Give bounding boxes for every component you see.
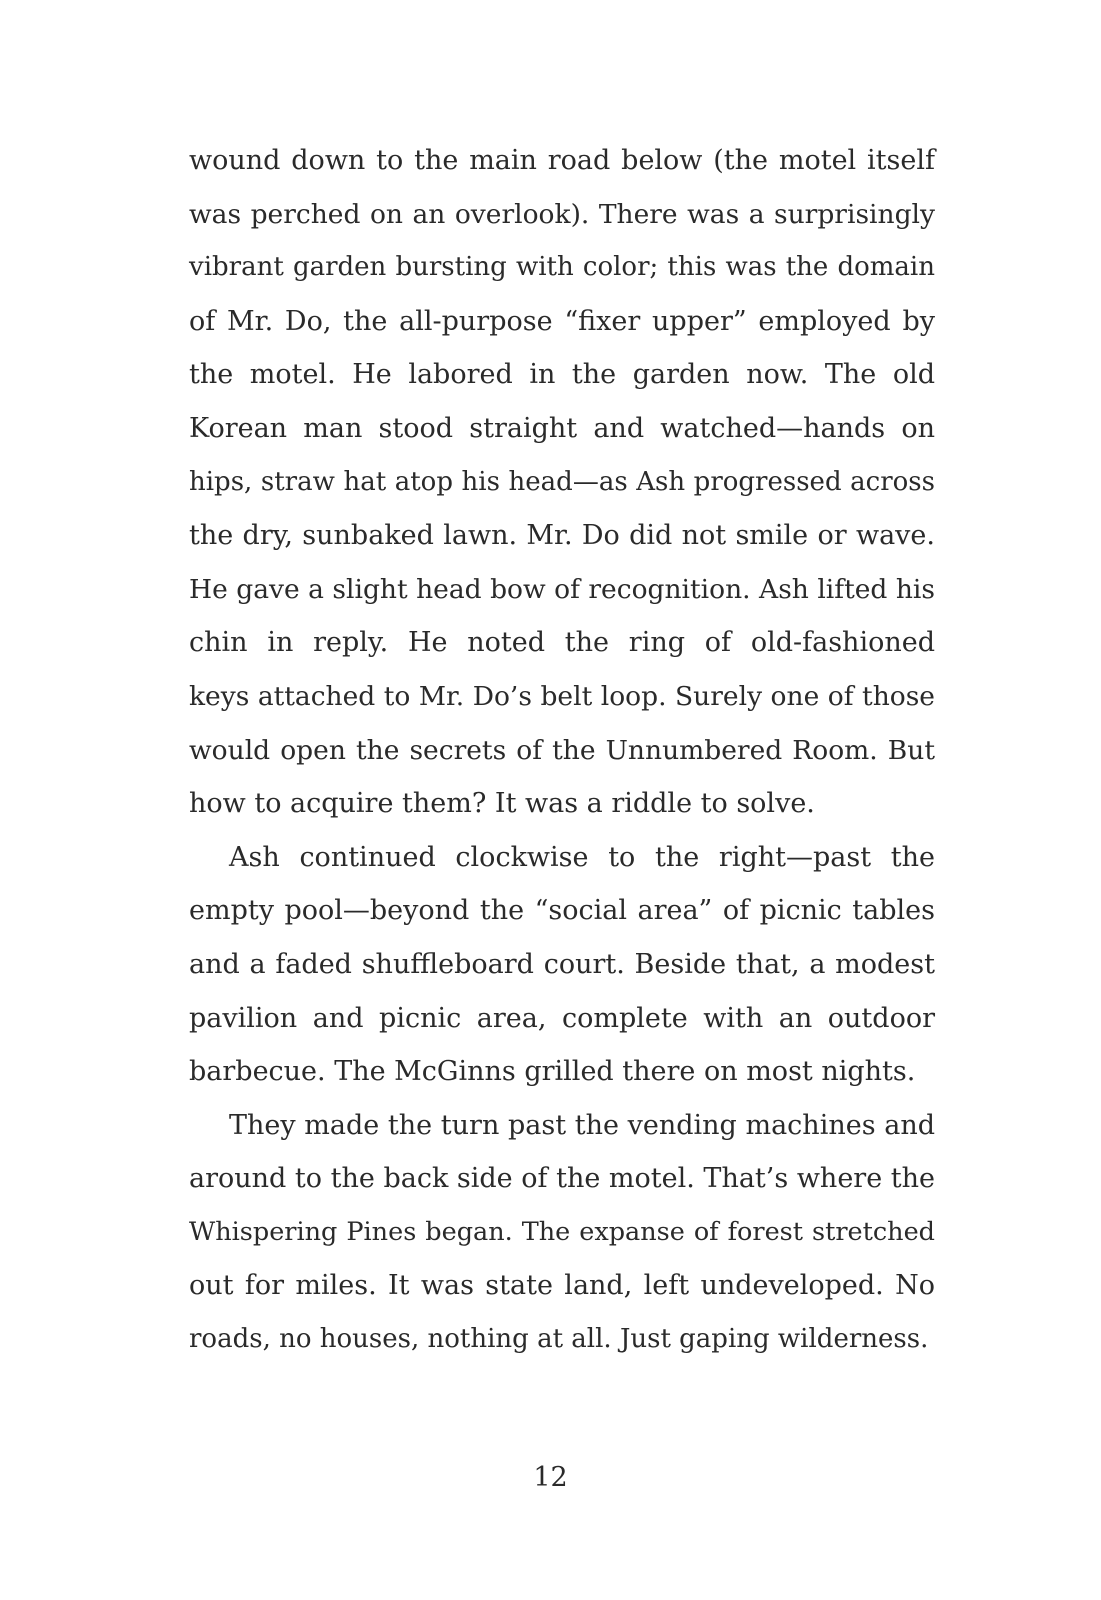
- text-line: wound down to the main road below (the motel itself: [189, 145, 935, 176]
- text-line: around to the back side of the motel. That’s where the: [189, 1163, 935, 1195]
- text-line: Korean man stood straight and watched—hands on: [189, 412, 935, 444]
- text-line: vibrant garden bursting with color; this was the domain: [189, 252, 935, 283]
- text-line: of Mr. Do, the all-purpose “fixer upper” employed by: [189, 305, 935, 337]
- text-line: and a faded shuffleboard court. Beside that, a modest: [189, 948, 935, 980]
- text-line: empty pool—beyond the “social area” of picnic tables: [189, 895, 935, 927]
- text-line: out for miles. It was state land, left undeveloped. No: [189, 1270, 935, 1302]
- body-text: [189, 134, 935, 1367]
- text-line: Ash continued clockwise to the right—past the: [229, 841, 935, 873]
- paragraph-3: [189, 1099, 935, 1367]
- text-line: They made the turn past the vending machines and: [229, 1109, 935, 1141]
- text-line: keys attached to Mr. Do’s belt loop. Surely one of those: [189, 680, 935, 712]
- page-number: 12: [533, 1462, 568, 1493]
- text-line: barbecue. The McGinns grilled there on most nights.: [189, 1056, 916, 1088]
- text-line: He gave a slight head bow of recognition. Ash lifted his: [189, 573, 935, 605]
- text-line: the motel. He labored in the garden now. The old: [189, 359, 935, 391]
- text-line: Whispering Pines began. The expanse of forest stretched: [189, 1216, 935, 1247]
- text-line: chin in reply. He noted the ring of old-fashioned: [189, 627, 935, 659]
- text-line: roads, no houses, nothing at all. Just gaping wilderness.: [189, 1324, 929, 1355]
- text-line: was perched on an overlook). There was a surprisingly: [189, 198, 935, 230]
- text-line: would open the secrets of the Unnumbered Room. But: [189, 734, 935, 766]
- text-line: the dry, sunbaked lawn. Mr. Do did not smile or wave.: [189, 520, 935, 552]
- text-line: how to acquire them? It was a riddle to solve.: [189, 788, 815, 820]
- paragraph-2: [189, 831, 935, 1099]
- text-line: pavilion and picnic area, complete with an outdoor: [189, 1002, 935, 1034]
- text-line: hips, straw hat atop his head—as Ash progressed across: [189, 466, 935, 497]
- paragraph-1: [189, 134, 935, 831]
